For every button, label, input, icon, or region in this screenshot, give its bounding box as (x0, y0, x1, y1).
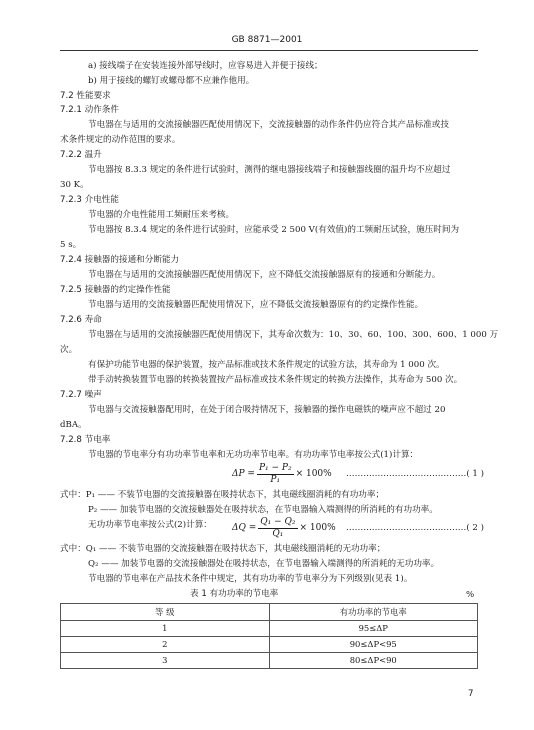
paragraph-7-2-6-line1: 节电器在与适用的交流接触器匹配使用情况下，其寿命次数为：10、30、60、100、300、600、1 000 万 (88, 330, 499, 340)
table-row (61, 653, 478, 669)
where-p1: 式中：P₁ —— 不装节电器的交流接触器在吸持状态下，其电磁线圈消耗的有功功率； (60, 490, 385, 500)
paragraph-7-2-2-line1: 节电器按 8.3.3 规定的条件进行试验时，测得的继电器接线端子和接触器线圈的温升均不应超过 (88, 165, 451, 175)
paragraph-7-2-8: 节电器的节电率分有功功率节电率和无功功率节电率。有功功率节电率按公式(1)计算： (88, 450, 419, 460)
equation-1-lhs: ΔP = (232, 468, 255, 479)
table-cell-rate: 80≤ΔP<90 (269, 653, 478, 669)
where-p2: P₂ —— 加装节电器的交流接触器处在吸持状态，在节电器输入端测得的所消耗的有功功率。 (88, 505, 438, 515)
paragraph-grades: 节电器的节电率在产品技术条件中规定，其有功功率的节电率分为下列级别(见表 1)。 (88, 574, 413, 584)
equation-1-numerator: P₁ − P₂ (258, 462, 292, 473)
section-7-2-heading: 7.2 性能要求 (60, 91, 111, 101)
table-row (61, 637, 478, 653)
page-number: 7 (468, 689, 474, 699)
equation-2-denominator: Q₁ (272, 528, 284, 539)
table-1 (60, 603, 478, 669)
list-item-b: b) 用于接线的螺钉或螺母都不应兼作他用。 (88, 76, 255, 86)
section-7-2-5-heading: 7.2.5 接触器的约定操作性能 (60, 285, 171, 295)
table-1-title: 表 1 有功功率的节电率 (190, 589, 279, 599)
table-1-header-grade: 等 级 (61, 604, 270, 621)
paragraph-7-2-7-line1: 节电器与交流接触器配用时，在处于闭合吸持情况下，接触器的操作电磁铁的噪声应不超过 20 (88, 405, 446, 415)
section-7-2-4-heading: 7.2.4 接触器的接通和分断能力 (60, 255, 180, 265)
equation-1-denominator: P₁ (270, 474, 281, 485)
section-7-2-6-heading: 7.2.6 寿命 (60, 315, 102, 325)
table-row (61, 621, 478, 637)
list-item-a: a) 接线端子在安装连接外部导线时，应容易进入并便于接线； (88, 61, 323, 71)
equation-1-number: ……………………………………( 1 ) (346, 469, 484, 479)
equation-1-fraction (257, 464, 294, 485)
paragraph-7-2-3-line1: 节电器的介电性能用工频耐压来考核。 (88, 210, 235, 220)
standard-header: GB 8871—2001 (231, 35, 303, 45)
equation-2-rhs: × 100% (299, 522, 336, 533)
paragraph-7-2-4: 节电器在与适用的交流接触器匹配使用情况下，应不降低交流接触器原有的接通和分断能力。 (88, 270, 441, 280)
table-1-header-rate: 有功功率的节电率 (269, 604, 478, 621)
section-7-2-1-heading: 7.2.1 动作条件 (60, 105, 119, 115)
section-7-2-7-heading: 7.2.7 噪声 (60, 390, 102, 400)
equation-2-number: ……………………………………( 2 ) (346, 523, 484, 533)
table-1-unit: % (466, 590, 475, 600)
where-q1: 式中：Q₁ —— 不装节电器的交流接触器在吸持状态下，其电磁线圈消耗的无功功率； (60, 544, 386, 554)
table-cell-grade: 3 (61, 653, 270, 669)
equation-1-rhs: × 100% (295, 468, 332, 479)
equation-1 (232, 463, 332, 485)
table-cell-grade: 1 (61, 621, 270, 637)
paragraph-7-2-6-line4: 带手动转换装置节电器的转换装置按产品标准或技术条件规定的转换方法操作，其寿命为 500 次。 (88, 375, 463, 385)
paragraph-7-2-6-line2: 次。 (60, 345, 78, 355)
paragraph-7-2-1-line2: 术条件规定的动作范围的要求。 (60, 135, 181, 145)
table-cell-rate: 90≤ΔP<95 (269, 637, 478, 653)
section-7-2-8-heading: 7.2.8 节电率 (60, 435, 111, 445)
section-7-2-2-heading: 7.2.2 温升 (60, 150, 102, 160)
paragraph-7-2-3-line2: 节电器按 8.3.4 规定的条件进行试验时，应能承受 2 500 V(有效值)的工频耐压试验，施压时间为 (88, 225, 460, 235)
paragraph-7-2-3-line3: 5 s。 (60, 240, 82, 250)
table-cell-grade: 2 (61, 637, 270, 653)
paragraph-7-2-1-line1: 节电器在与适用的交流接触器匹配使用情况下，交流接触器的动作条件仍应符合其产品标准或技 (88, 120, 449, 130)
equation-2-fraction (258, 518, 297, 539)
header-rule (60, 50, 478, 51)
paragraph-7-2-5: 节电器与适用的交流接触器匹配使用情况下，应不降低交流接触器原有的约定操作性能。 (88, 300, 424, 310)
equation-2-numerator: Q₁ − Q₂ (260, 516, 296, 527)
paragraph-eq2-intro: 无功功率节电率按公式(2)计算： (88, 520, 212, 530)
table-cell-rate: 95≤ΔP (269, 621, 478, 637)
equation-2-lhs: ΔQ = (232, 522, 257, 533)
section-7-2-3-heading: 7.2.3 介电性能 (60, 195, 119, 205)
where-q2: Q₂ —— 加装节电器的交流接触器处在吸持状态，在节电器输入端测得的所消耗的无功功率。 (88, 559, 440, 569)
paragraph-7-2-7-line2: dBA。 (60, 420, 87, 430)
paragraph-7-2-2-line2: 30 K。 (60, 180, 89, 190)
equation-2 (232, 517, 336, 539)
paragraph-7-2-6-line3: 有保护功能节电器的保护装置，按产品标准或技术条件规定的试验方法，其寿命为 1 000 次。 (88, 360, 445, 370)
